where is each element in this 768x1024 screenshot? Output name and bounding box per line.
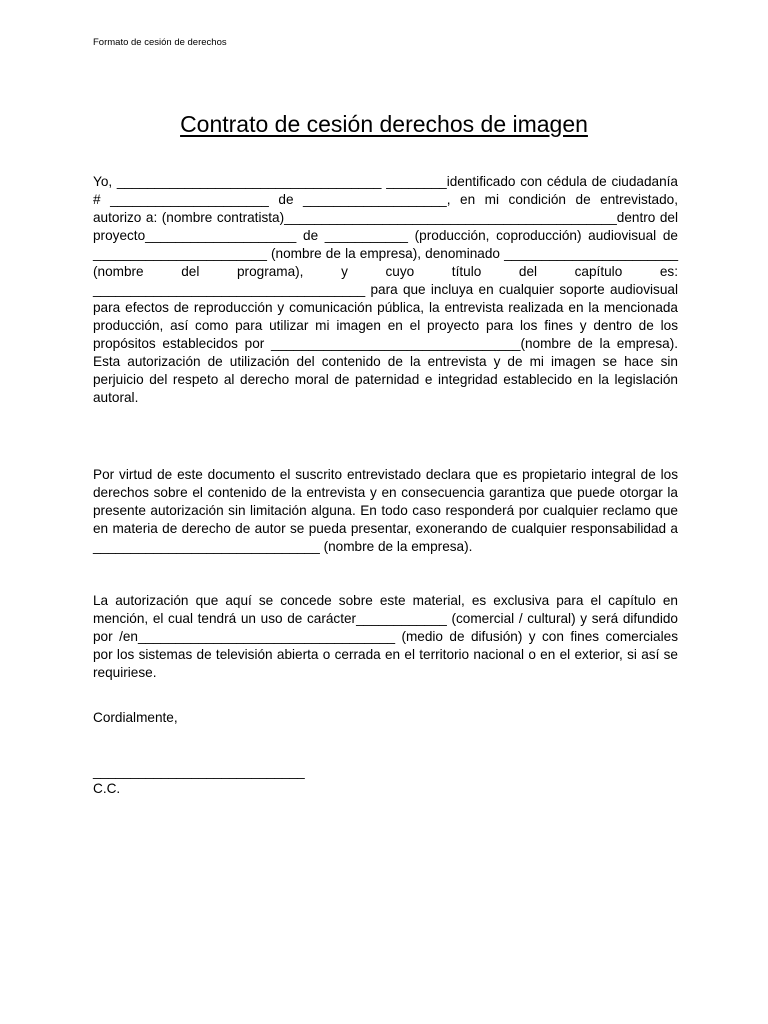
closing-salutation: Cordialmente, [93, 710, 178, 725]
document-header: Formato de cesión de derechos [93, 37, 227, 48]
signature-id-label: C.C. [93, 781, 121, 796]
paragraph-usage-scope: La autorización que aquí se concede sobre este material, es exclusiva para el capítulo en mención, el cual tendrá un uso de carácter____________ (comercial / cultural) y será difundido por /en__________________________________ (medio de difusión) y con fines comerciales por los sistemas de televisión abierta o cerrada en el territorio nacional o en el exterior, si así se requiriese. [93, 593, 678, 680]
paragraph-ownership-declaration: Por virtud de este documento el suscrito entrevistado declara que es propietario integral de los derechos sobre el contenido de la entrevista y en consecuencia garantiza que puede otorgar la presente autorización sin limitación alguna. En todo caso responderá por cualquier reclamo que en materia de derecho de autor se pueda presentar, exonerando de cualquier responsabilidad a ______________________________ (nombre de la empresa). [93, 467, 678, 554]
document-title: Contrato de cesión derechos de imagen [180, 111, 588, 137]
paragraph-authorization: Yo, ___________________________________ ________identificado con cédula de ciudadanía # _____________________ de ___________________, en mi condición de entrevistado, autorizo a: (nombre contratista)____________________________________________dentro del proyecto____________________ de ___________ (producción, coproducción) audiovisual de _______________________ (nombre de la empresa), denominado _______________________ (nombre del programa), y cuyo título del capítulo es: ____________________________________ para que incluya en cualquier soporte audiovisual para efectos de reproducción y comunicación pública, la entrevista realizada en la mencionada producción, así como para utilizar mi imagen en el proyecto para los fines y dentro de los propósitos establecidos por _________________________________(nombre de la empresa). Esta autorización de utilización del contenido de la entrevista y de mi imagen se hace sin perjuicio del respeto al derecho moral de paternidad e integridad establecido en la legislación autoral. [93, 174, 678, 405]
signature-line: ____________________________ [93, 764, 305, 779]
